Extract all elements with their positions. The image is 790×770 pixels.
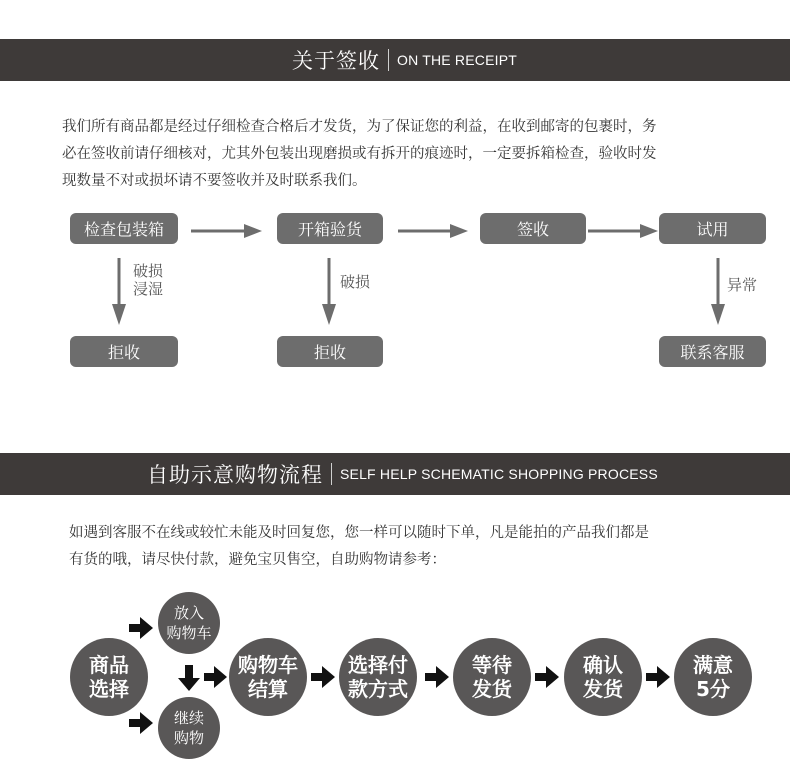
circle-wait-shipping: 等待 发货: [453, 638, 531, 716]
shopping-title-en: SELF HELP SCHEMATIC SHOPPING PROCESS: [340, 466, 658, 482]
step-sign: 签收: [480, 213, 586, 244]
arrow-to-rating: [646, 666, 670, 688]
step-check-package: 检查包装箱: [70, 213, 178, 244]
arrow-to-wait: [425, 666, 449, 688]
circle-confirm-shipping: 确认 发货: [564, 638, 642, 716]
shopping-title-cn: 自助示意购物流程: [147, 463, 323, 487]
branch2-label: 破损: [340, 273, 371, 291]
result-reject-2: 拒收: [277, 336, 383, 367]
circle-choose-payment: 选择付 款方式: [339, 638, 417, 716]
shopping-line-1: 如遇到客服不在线或较忙未能及时回复您，您一样可以随时下单，凡是能拍的产品我们都是: [69, 525, 649, 541]
receipt-line-1: 我们所有商品都是经过仔细检查合格后才发货，为了保证您的利益，在收到邮寄的包裹时，务: [62, 119, 657, 135]
arrow-to-payment: [311, 666, 335, 688]
receipt-line-2: 必在签收前请仔细核对，尤其外包装出现磨损或有拆开的痕迹时，一定要拆箱检查，验收时发: [62, 146, 657, 162]
receipt-title-cn: 关于签收: [292, 49, 380, 73]
circle-add-cart: 放入 购物车: [158, 592, 220, 654]
receipt-title-en: ON THE RECEIPT: [397, 52, 518, 68]
arrow-to-checkout: [204, 666, 227, 688]
circle-rating-5: 满意 5分: [674, 638, 752, 716]
circle-select-product: 商品 选择: [70, 638, 148, 716]
step-open-inspect: 开箱验货: [277, 213, 383, 244]
receipt-line-3: 现数量不对或损坏请不要签收并及时联系我们。: [62, 173, 367, 189]
arrow-down-checkout: [178, 665, 200, 691]
result-reject-1: 拒收: [70, 336, 178, 367]
result-contact-service: 联系客服: [659, 336, 766, 367]
branch4-label: 异常: [727, 276, 758, 294]
circle-continue-shopping: 继续 购物: [158, 697, 220, 759]
arrow-to-add-cart: [129, 617, 153, 639]
step-trial: 试用: [659, 213, 766, 244]
arrow-to-continue: [129, 712, 153, 734]
arrow-to-confirm: [535, 666, 559, 688]
shopping-line-2: 有货的哦，请尽快付款，避免宝贝售空，自助购物请参考：: [69, 552, 446, 568]
branch1-label: 破损 浸湿: [133, 262, 164, 298]
circle-cart-checkout: 购物车 结算: [229, 638, 307, 716]
